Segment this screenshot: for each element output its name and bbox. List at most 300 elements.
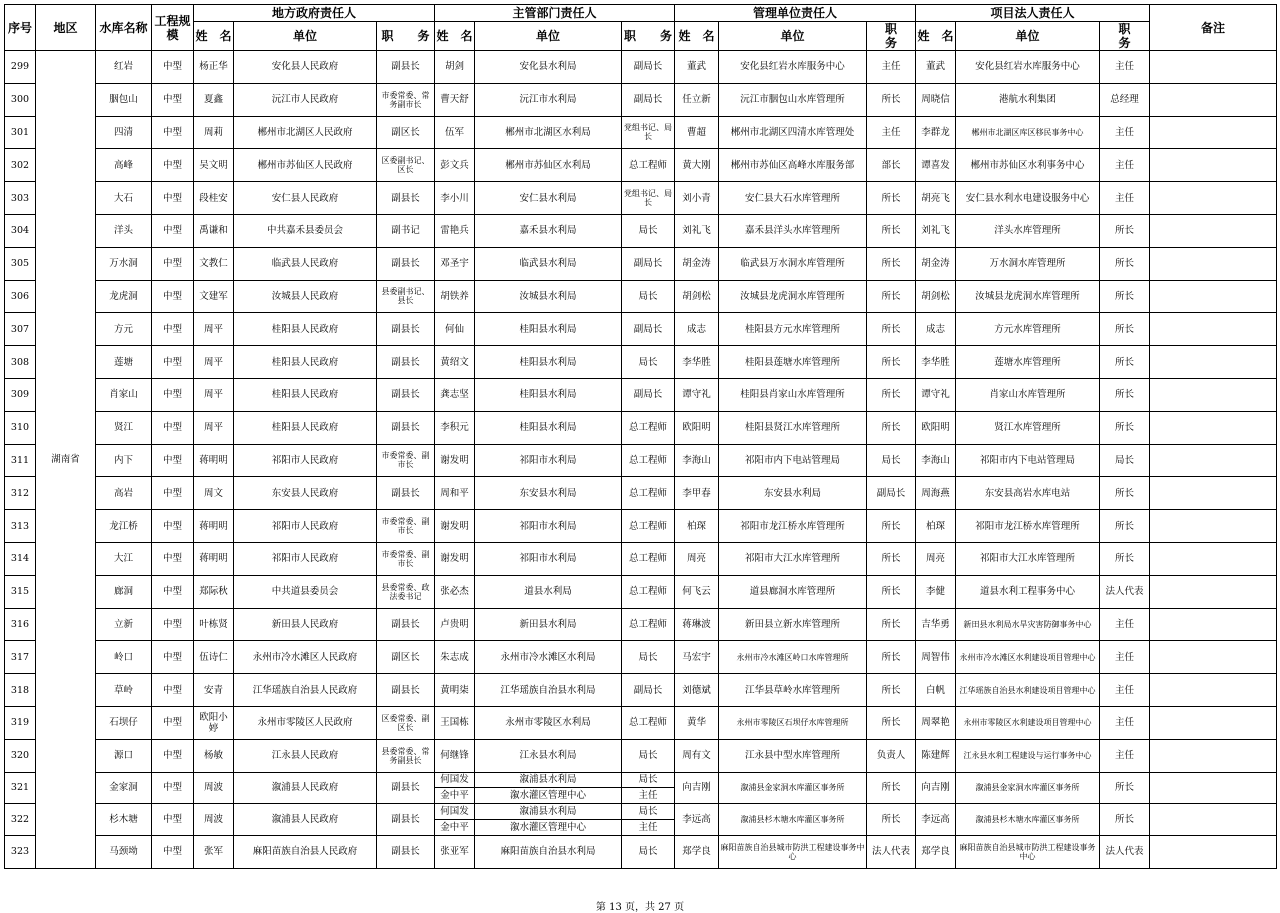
position-cell: 区委常委、副区长 [377,706,435,739]
unit-cell: 郴州市北湖区库区移民事务中心 [956,116,1100,149]
position-cell: 副县长 [377,608,435,641]
remark-cell [1150,280,1277,313]
table-row [5,804,1277,820]
person-name-cell: 文建军 [194,280,234,313]
scale-cell: 中型 [152,608,194,641]
seq-cell: 322 [5,804,36,836]
unit-cell: 溆浦县杉木塘水库灌区事务所 [956,804,1100,836]
unit-cell: 临武县人民政府 [234,247,377,280]
person-name-cell: 周翠艳 [916,706,956,739]
position-cell: 主任 [1100,674,1150,707]
scale-cell: 中型 [152,641,194,674]
position-cell: 主任 [1100,739,1150,772]
person-name-cell: 欧阳明 [675,411,719,444]
unit-cell: 安仁县大石水库管理所 [719,182,867,215]
reservoir-cell: 万水洞 [96,247,152,280]
remark-cell [1150,804,1277,836]
remark-cell [1150,575,1277,608]
unit-cell: 临武县万水洞水库管理所 [719,247,867,280]
subheader-mgmt-name: 姓 名 [675,22,719,51]
table-row [5,444,1277,477]
seq-cell: 310 [5,411,36,444]
person-name-cell: 伍诗仁 [194,641,234,674]
person-name-cell: 郑学良 [675,836,719,869]
position-cell: 副县长 [377,313,435,346]
person-name-cell: 刘德斌 [675,674,719,707]
person-name-cell: 周文 [194,477,234,510]
position-cell: 所长 [867,378,916,411]
position-cell: 所长 [867,182,916,215]
position-cell: 市委常委、副市长 [377,542,435,575]
unit-cell: 桂阳县贤江水库管理所 [719,411,867,444]
position-cell: 总工程师 [622,575,675,608]
position-cell: 局长 [622,739,675,772]
unit-cell: 郴州市苏仙区高峰水库服务部 [719,149,867,182]
person-name-cell: 叶栋贤 [194,608,234,641]
reservoir-cell: 高岩 [96,477,152,510]
person-name-cell: 周晓信 [916,83,956,116]
position-cell: 县委常委、政法委书记 [377,575,435,608]
position-cell: 主任 [622,820,675,836]
unit-cell: 永州市冷水滩区人民政府 [234,641,377,674]
person-name-cell: 谢发明 [435,444,475,477]
unit-cell: 永州市冷水滩区水利建设项目管理中心 [956,641,1100,674]
unit-cell: 东安县水利局 [719,477,867,510]
person-name-cell: 周平 [194,378,234,411]
header-dept: 主管部门责任人 [435,5,675,22]
person-name-cell: 何仙 [435,313,475,346]
scale-cell: 中型 [152,280,194,313]
header-region: 地区 [36,5,96,51]
position-cell: 主任 [867,116,916,149]
scale-cell: 中型 [152,346,194,379]
table-row [5,313,1277,346]
person-name-cell: 龚志坚 [435,378,475,411]
seq-cell: 314 [5,542,36,575]
remark-cell [1150,378,1277,411]
position-cell: 负责人 [867,739,916,772]
position-cell: 副县长 [377,674,435,707]
seq-cell: 305 [5,247,36,280]
person-name-cell: 周亮 [675,542,719,575]
reservoir-cell: 龙江桥 [96,510,152,543]
remark-cell [1150,608,1277,641]
person-name-cell: 金中平 [435,820,475,836]
person-name-cell: 安青 [194,674,234,707]
position-cell: 所长 [867,706,916,739]
table-row [5,411,1277,444]
position-cell: 法人代表 [867,836,916,869]
unit-cell: 安化县红岩水库服务中心 [956,51,1100,84]
remark-cell [1150,674,1277,707]
reservoir-cell: 胭包山 [96,83,152,116]
person-name-cell: 张亚军 [435,836,475,869]
position-cell: 总工程师 [622,608,675,641]
position-cell: 所长 [1100,477,1150,510]
unit-cell: 临武县水利局 [475,247,622,280]
unit-cell: 永州市零陵区石坝仔水库管理所 [719,706,867,739]
position-cell: 局长 [622,214,675,247]
person-name-cell: 李小川 [435,182,475,215]
position-cell: 主任 [1100,149,1150,182]
position-cell: 副县长 [377,378,435,411]
unit-cell: 桂阳县莲塘水库管理所 [719,346,867,379]
page-footer: 第 13 页，共 27 页 [595,902,685,913]
position-cell: 市委常委、副市长 [377,510,435,543]
header-gov: 地方政府责任人 [194,5,435,22]
unit-cell: 洋头水库管理所 [956,214,1100,247]
person-name-cell: 刘礼飞 [916,214,956,247]
person-name-cell: 胡剑松 [916,280,956,313]
subheader-dept-position: 职 务 [622,22,675,51]
position-cell: 副局长 [622,51,675,84]
reservoir-cell: 四清 [96,116,152,149]
unit-cell: 沅江市人民政府 [234,83,377,116]
remark-cell [1150,149,1277,182]
reservoir-cell: 方元 [96,313,152,346]
reservoir-cell: 肖家山 [96,378,152,411]
position-cell: 党组书记、局长 [622,116,675,149]
reservoir-cell: 源口 [96,739,152,772]
position-cell: 所长 [867,214,916,247]
unit-cell: 祁阳市人民政府 [234,510,377,543]
scale-cell: 中型 [152,378,194,411]
reservoir-cell: 立新 [96,608,152,641]
unit-cell: 郴州市苏仙区水利事务中心 [956,149,1100,182]
scale-cell: 中型 [152,51,194,84]
person-name-cell: 谢发明 [435,510,475,543]
reservoir-cell: 草岭 [96,674,152,707]
person-name-cell: 李海山 [916,444,956,477]
remark-cell [1150,444,1277,477]
person-name-cell: 欧阳明 [916,411,956,444]
reservoir-cell: 龙虎洞 [96,280,152,313]
table-row [5,772,1277,788]
person-name-cell: 周亮 [916,542,956,575]
position-cell: 副局长 [867,477,916,510]
table-row [5,739,1277,772]
person-name-cell: 黄绍文 [435,346,475,379]
person-name-cell: 胡剑 [435,51,475,84]
seq-cell: 321 [5,772,36,804]
person-name-cell: 蒋琳波 [675,608,719,641]
person-name-cell: 马宏宇 [675,641,719,674]
unit-cell: 桂阳县水利局 [475,313,622,346]
person-name-cell: 周波 [194,772,234,804]
unit-cell: 郴州市苏仙区人民政府 [234,149,377,182]
person-name-cell: 吴文明 [194,149,234,182]
header-legal: 项目法人责任人 [916,5,1150,22]
person-name-cell: 李远高 [916,804,956,836]
table-row [5,836,1277,869]
position-cell: 所长 [1100,772,1150,804]
seq-cell: 299 [5,51,36,84]
person-name-cell: 曹天舒 [435,83,475,116]
scale-cell: 中型 [152,214,194,247]
remark-cell [1150,182,1277,215]
remark-cell [1150,739,1277,772]
person-name-cell: 谭守礼 [916,378,956,411]
person-name-cell: 曹超 [675,116,719,149]
table-row [5,674,1277,707]
unit-cell: 汝城县龙虎洞水库管理所 [719,280,867,313]
remark-cell [1150,836,1277,869]
person-name-cell: 柏琛 [675,510,719,543]
remark-cell [1150,313,1277,346]
unit-cell: 祁阳市人民政府 [234,542,377,575]
person-name-cell: 彭文兵 [435,149,475,182]
subheader-gov-unit: 单位 [234,22,377,51]
seq-cell: 308 [5,346,36,379]
subheader-mgmt-position: 职 务 [867,22,916,51]
position-cell: 市委常委、副市长 [377,444,435,477]
table-row [5,247,1277,280]
position-cell: 副局长 [622,83,675,116]
person-name-cell: 李健 [916,575,956,608]
position-cell: 所长 [867,411,916,444]
position-cell: 法人代表 [1100,836,1150,869]
person-name-cell: 金中平 [435,788,475,804]
position-cell: 总工程师 [622,444,675,477]
unit-cell: 溆浦县水利局 [475,772,622,788]
person-name-cell: 周和平 [435,477,475,510]
person-name-cell: 谭守礼 [675,378,719,411]
unit-cell: 安化县人民政府 [234,51,377,84]
person-name-cell: 李华胜 [675,346,719,379]
position-cell: 总工程师 [622,542,675,575]
seq-cell: 311 [5,444,36,477]
unit-cell: 永州市零陵区人民政府 [234,706,377,739]
position-cell: 副县长 [377,182,435,215]
table-row [5,214,1277,247]
person-name-cell: 周平 [194,411,234,444]
unit-cell: 安仁县水利局 [475,182,622,215]
position-cell: 所长 [1100,804,1150,836]
person-name-cell: 李远高 [675,804,719,836]
unit-cell: 肖家山水库管理所 [956,378,1100,411]
unit-cell: 桂阳县人民政府 [234,346,377,379]
position-cell: 总经理 [1100,83,1150,116]
remark-cell [1150,542,1277,575]
unit-cell: 溆浦县杉木塘水库灌区事务所 [719,804,867,836]
person-name-cell: 何国发 [435,804,475,820]
unit-cell: 祁阳市大江水库管理所 [719,542,867,575]
scale-cell: 中型 [152,739,194,772]
position-cell: 主任 [1100,182,1150,215]
person-name-cell: 李甲春 [675,477,719,510]
scale-cell: 中型 [152,706,194,739]
person-name-cell: 周平 [194,346,234,379]
header-remark: 备注 [1150,5,1277,51]
unit-cell: 溆浦县人民政府 [234,772,377,804]
reservoir-cell: 高峰 [96,149,152,182]
unit-cell: 安仁县水利水电建设服务中心 [956,182,1100,215]
position-cell: 所长 [867,280,916,313]
scale-cell: 中型 [152,83,194,116]
person-name-cell: 周波 [194,804,234,836]
unit-cell: 新田县人民政府 [234,608,377,641]
unit-cell: 永州市零陵区水利建设项目管理中心 [956,706,1100,739]
unit-cell: 桂阳县人民政府 [234,313,377,346]
person-name-cell: 周平 [194,313,234,346]
person-name-cell: 李群龙 [916,116,956,149]
position-cell: 主任 [1100,608,1150,641]
scale-cell: 中型 [152,182,194,215]
region-cell: 湖南省 [36,51,96,869]
position-cell: 主任 [1100,51,1150,84]
position-cell: 所长 [867,804,916,836]
table-row [5,641,1277,674]
person-name-cell: 卢贵明 [435,608,475,641]
unit-cell: 东安县人民政府 [234,477,377,510]
unit-cell: 汝城县龙虎洞水库管理所 [956,280,1100,313]
unit-cell: 麻阳苗族自治县城市防洪工程建设事务中心 [719,836,867,869]
header-mgmt: 管理单位责任人 [675,5,916,22]
position-cell: 所长 [867,641,916,674]
person-name-cell: 夏鑫 [194,83,234,116]
seq-cell: 301 [5,116,36,149]
scale-cell: 中型 [152,116,194,149]
person-name-cell: 黄华 [675,706,719,739]
person-name-cell: 胡亮飞 [916,182,956,215]
position-cell: 所长 [867,608,916,641]
person-name-cell: 何继锋 [435,739,475,772]
subheader-legal-name: 姓 名 [916,22,956,51]
unit-cell: 桂阳县肖家山水库管理所 [719,378,867,411]
unit-cell: 郴州市北湖区人民政府 [234,116,377,149]
reservoir-cell: 岭口 [96,641,152,674]
unit-cell: 桂阳县水利局 [475,346,622,379]
position-cell: 主任 [1100,706,1150,739]
seq-cell: 302 [5,149,36,182]
table-row [5,542,1277,575]
position-cell: 副局长 [622,378,675,411]
unit-cell: 祁阳市水利局 [475,510,622,543]
position-cell: 部长 [867,149,916,182]
unit-cell: 安化县水利局 [475,51,622,84]
position-cell: 市委常委、常务副市长 [377,83,435,116]
unit-cell: 江华瑶族自治县人民政府 [234,674,377,707]
unit-cell: 祁阳市龙江桥水库管理所 [956,510,1100,543]
unit-cell: 道县水利工程事务中心 [956,575,1100,608]
position-cell: 总工程师 [622,706,675,739]
seq-cell: 323 [5,836,36,869]
position-cell: 所长 [867,346,916,379]
person-name-cell: 向吉刚 [916,772,956,804]
person-name-cell: 黄大刚 [675,149,719,182]
unit-cell: 桂阳县水利局 [475,411,622,444]
unit-cell: 嘉禾县水利局 [475,214,622,247]
position-cell: 所长 [1100,247,1150,280]
remark-cell [1150,510,1277,543]
reservoir-cell: 石坝仔 [96,706,152,739]
position-cell: 所长 [1100,378,1150,411]
position-cell: 所长 [867,510,916,543]
person-name-cell: 杨正华 [194,51,234,84]
person-name-cell: 禹谦和 [194,214,234,247]
position-cell: 副县长 [377,51,435,84]
position-cell: 总工程师 [622,510,675,543]
seq-cell: 316 [5,608,36,641]
position-cell: 党组书记、局长 [622,182,675,215]
unit-cell: 新田县水利局 [475,608,622,641]
scale-cell: 中型 [152,411,194,444]
scale-cell: 中型 [152,772,194,804]
position-cell: 副区长 [377,641,435,674]
table-row [5,280,1277,313]
position-cell: 副县长 [377,247,435,280]
seq-cell: 307 [5,313,36,346]
reservoir-cell: 内下 [96,444,152,477]
subheader-legal-unit: 单位 [956,22,1100,51]
person-name-cell: 任立新 [675,83,719,116]
seq-cell: 300 [5,83,36,116]
person-name-cell: 李海山 [675,444,719,477]
person-name-cell: 谭喜发 [916,149,956,182]
person-name-cell: 周海燕 [916,477,956,510]
scale-cell: 中型 [152,444,194,477]
person-name-cell: 郑学良 [916,836,956,869]
person-name-cell: 胡金涛 [916,247,956,280]
person-name-cell: 何飞云 [675,575,719,608]
seq-cell: 313 [5,510,36,543]
position-cell: 副局长 [622,674,675,707]
unit-cell: 莲塘水库管理所 [956,346,1100,379]
unit-cell: 郴州市北湖区水利局 [475,116,622,149]
reservoir-cell: 金家洞 [96,772,152,804]
unit-cell: 祁阳市龙江桥水库管理所 [719,510,867,543]
position-cell: 副县长 [377,477,435,510]
unit-cell: 溆水灌区管理中心 [475,820,622,836]
unit-cell: 桂阳县方元水库管理所 [719,313,867,346]
person-name-cell: 向吉刚 [675,772,719,804]
position-cell: 主任 [622,788,675,804]
position-cell: 局长 [622,836,675,869]
unit-cell: 麻阳苗族自治县水利局 [475,836,622,869]
unit-cell: 祁阳市水利局 [475,542,622,575]
unit-cell: 桂阳县人民政府 [234,378,377,411]
position-cell: 总工程师 [622,149,675,182]
unit-cell: 方元水库管理所 [956,313,1100,346]
person-name-cell: 董武 [916,51,956,84]
remark-cell [1150,411,1277,444]
remark-cell [1150,641,1277,674]
remark-cell [1150,477,1277,510]
position-cell: 主任 [1100,641,1150,674]
position-cell: 主任 [867,51,916,84]
person-name-cell: 何国发 [435,772,475,788]
person-name-cell: 张必杰 [435,575,475,608]
unit-cell: 永州市零陵区水利局 [475,706,622,739]
unit-cell: 溆浦县金家洞水库灌区事务所 [956,772,1100,804]
position-cell: 局长 [867,444,916,477]
person-name-cell: 周有文 [675,739,719,772]
position-cell: 副县长 [377,411,435,444]
position-cell: 所长 [1100,280,1150,313]
position-cell: 总工程师 [622,477,675,510]
unit-cell: 江永县人民政府 [234,739,377,772]
position-cell: 县委常委、常务副县长 [377,739,435,772]
position-cell: 副县长 [377,804,435,836]
seq-cell: 303 [5,182,36,215]
position-cell: 局长 [622,804,675,820]
unit-cell: 溆浦县人民政府 [234,804,377,836]
unit-cell: 道县水利局 [475,575,622,608]
position-cell: 所长 [867,313,916,346]
remark-cell [1150,83,1277,116]
reservoir-cell: 廊洞 [96,575,152,608]
person-name-cell: 邓圣宇 [435,247,475,280]
